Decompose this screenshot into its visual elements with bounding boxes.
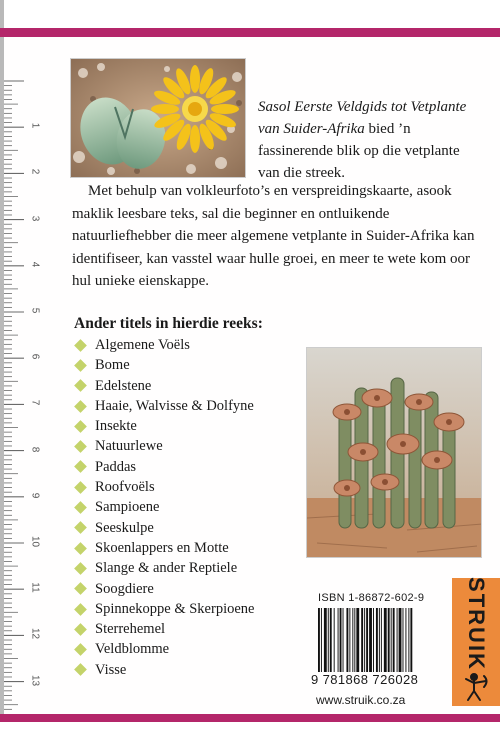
top-margin: [4, 0, 500, 30]
ruler-number: 9: [29, 492, 41, 499]
series-title-item: [76, 436, 254, 456]
barcode-bar: [366, 608, 368, 672]
series-title-label: Edelstene: [95, 377, 152, 394]
diamond-bullet-icon: [74, 603, 87, 616]
diamond-bullet-icon: [74, 379, 87, 392]
barcode-bar: [405, 608, 406, 672]
ruler-number: 5: [29, 307, 41, 314]
barcode-bar: [361, 608, 363, 672]
series-title-item: [76, 477, 254, 497]
series-title-label: Soogdiere: [95, 580, 154, 597]
series-title-item: [76, 518, 254, 538]
barcode-bar: [338, 608, 339, 672]
hoodia-plant-photo: [306, 347, 482, 558]
intro-text: [258, 96, 480, 184]
barcode-bar: [343, 608, 344, 672]
diamond-bullet-icon: [74, 359, 87, 372]
barcode-bar: [346, 608, 348, 672]
series-title-label: Bome: [95, 357, 130, 374]
publisher-name: [452, 578, 500, 670]
ruler-number: 7: [29, 400, 41, 406]
series-title-label: Spinnekoppe & Skerpioene: [95, 600, 255, 617]
ruler-number: 12: [29, 628, 41, 640]
barcode-bar: [399, 608, 402, 672]
series-title-label: Sampioene: [95, 499, 160, 516]
diamond-bullet-icon: [74, 461, 87, 474]
series-title-item: [76, 497, 254, 517]
series-title-item: [76, 355, 254, 375]
barcode-bar: [364, 608, 365, 672]
ruler-number: 10: [29, 535, 41, 548]
barcode-bar: [354, 608, 355, 672]
series-title-label: Insekte: [95, 418, 137, 435]
ruler-number: 4: [29, 261, 41, 268]
barcode-bar: [369, 608, 372, 672]
centimetre-ruler: [4, 37, 46, 714]
barcode-bar: [393, 608, 395, 672]
series-title-label: Sterrehemel: [95, 621, 166, 638]
barcode-bar: [391, 608, 392, 672]
barcode-digits: 9 781868 726028: [311, 672, 419, 687]
ruler-number: 11: [29, 582, 41, 593]
ruler-number: 1: [29, 122, 41, 129]
barcode-bar: [330, 608, 332, 672]
barcode-bar: [379, 608, 380, 672]
publisher-logo-icon: [462, 672, 490, 702]
bottom-margin: [0, 722, 500, 738]
series-title-item: [76, 619, 254, 639]
series-title-item: [76, 639, 254, 659]
top-accent-rule: [0, 28, 500, 37]
ruler-number: 6: [29, 353, 41, 360]
intro-rest: bied ’n fassinerende blik op die vetplante van die streek.: [258, 121, 460, 181]
series-title-item: [76, 599, 254, 619]
ruler-number: 13: [29, 674, 41, 686]
series-title-item: [76, 376, 254, 396]
barcode-bar: [376, 608, 378, 672]
series-title-item: [76, 538, 254, 558]
barcode-bar: [397, 608, 398, 672]
diamond-bullet-icon: [74, 440, 87, 453]
diamond-bullet-icon: [74, 420, 87, 433]
diamond-bullet-icon: [74, 664, 87, 677]
barcode-bar: [321, 608, 322, 672]
series-title-label: Slange & ander Reptiele: [95, 560, 238, 577]
succulent-flower-photo: [70, 58, 246, 178]
diamond-bullet-icon: [74, 562, 87, 575]
diamond-bullet-icon: [74, 339, 87, 352]
series-title-item: [76, 579, 254, 599]
barcode-bar: [340, 608, 342, 672]
series-title-label: Skoenlappers en Motte: [95, 539, 229, 556]
barcode-bar: [410, 608, 412, 672]
diamond-bullet-icon: [74, 643, 87, 656]
diamond-bullet-icon: [74, 501, 87, 514]
diamond-bullet-icon: [74, 400, 87, 413]
series-title-label: Roofvoëls: [95, 479, 155, 496]
ruler-number: 3: [29, 215, 41, 221]
barcode-bar: [381, 608, 382, 672]
bottom-accent-rule: [0, 714, 500, 722]
barcode-bar: [324, 608, 327, 672]
diamond-bullet-icon: [74, 481, 87, 494]
barcode-bar: [334, 608, 335, 672]
book-description: Met behulp van volkleurfoto’s en verspreidingskaarte, asook maklik leesbare teks, sal die beginner en ontluikende natuurliefhebber die meer algemene vetplante in Suider-Afrika kan identifiseer, kan vasstel waar hulle groei, en meer te wete kom oor hul unieke eienskappe.: [72, 183, 475, 289]
diamond-bullet-icon: [74, 521, 87, 534]
barcode-bar: [403, 608, 404, 672]
diamond-bullet-icon: [74, 582, 87, 595]
series-title-label: Algemene Voëls: [95, 337, 190, 353]
series-title-item: [76, 335, 254, 355]
series-title-label: Seeskulpe: [95, 519, 154, 536]
ruler-number: 8: [29, 446, 41, 452]
series-title-label: Visse: [95, 661, 127, 678]
barcode-bar: [373, 608, 374, 672]
series-title-item: [76, 457, 254, 477]
publisher-name-text: STRUIK: [464, 577, 490, 671]
barcode-bar: [356, 608, 359, 672]
series-title-label: Natuurlewe: [95, 438, 163, 455]
barcode-bar: [349, 608, 350, 672]
series-title-label: Veldblomme: [95, 641, 170, 658]
ruler-number: 2: [29, 169, 41, 175]
series-title-item: [76, 660, 254, 680]
barcode-bar: [384, 608, 387, 672]
diamond-bullet-icon: [74, 623, 87, 636]
series-title-item: [76, 558, 254, 578]
ruler-ticks: [4, 37, 46, 714]
barcode-bar: [318, 608, 320, 672]
barcode-bar: [408, 608, 409, 672]
barcode-bar: [352, 608, 353, 672]
series-title-list: [76, 335, 254, 680]
barcode-bar: [328, 608, 329, 672]
book-title: Sasol Eerste Veldgids tot Vetplante van Suider-Afrika: [258, 99, 467, 137]
barcode: [316, 608, 446, 672]
barcode-bar: [388, 608, 390, 672]
series-title-item: [76, 396, 254, 416]
series-heading: Ander titels in hierdie reeks:: [74, 315, 263, 332]
series-title-item: [76, 416, 254, 436]
publisher-website[interactable]: www.struik.co.za: [316, 693, 406, 707]
series-title-label: Paddas: [95, 458, 137, 475]
isbn-number: ISBN 1-86872-602-9: [318, 592, 425, 604]
diamond-bullet-icon: [74, 542, 87, 555]
series-title-label: Haaie, Walvisse & Dolfyne: [95, 397, 254, 414]
